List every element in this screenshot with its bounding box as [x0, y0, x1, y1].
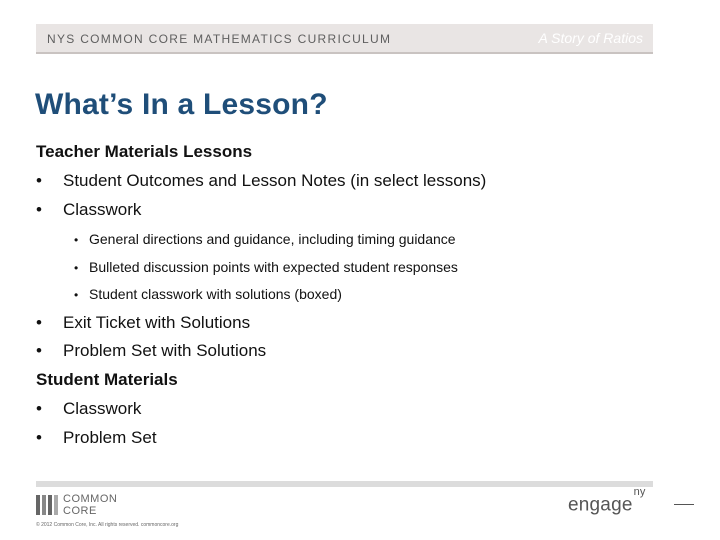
list-item-text: Problem Set: [63, 428, 157, 447]
footer-bar: [36, 481, 653, 487]
sub-list-item-text: Bulleted discussion points with expected student responses: [89, 259, 458, 275]
student-heading: Student Materials: [36, 370, 178, 389]
copyright-text: © 2012 Common Core, Inc. All rights reserved. commoncore.org: [36, 522, 179, 528]
common-core-logo-icon: [36, 495, 60, 515]
list-item-text: Exit Ticket with Solutions: [63, 313, 251, 332]
sub-list-item-text: Student classwork with solutions (boxed): [89, 286, 342, 302]
series-label: A Story of Ratios: [538, 30, 643, 46]
bullet-icon: •: [36, 399, 42, 418]
list-item: [36, 399, 141, 419]
bullet-icon: •: [74, 233, 79, 247]
sub-list-item: [74, 259, 458, 275]
sub-list-item: [74, 231, 456, 247]
footer-dash: [674, 504, 694, 505]
bullet-icon: •: [36, 428, 42, 447]
bullet-icon: •: [36, 171, 42, 190]
common-core-logo-text: COMMON CORE: [63, 493, 118, 517]
list-item: [36, 200, 141, 220]
bullet-icon: •: [36, 313, 42, 332]
bullet-icon: •: [74, 261, 79, 275]
list-item-text: Problem Set with Solutions: [63, 341, 267, 360]
list-item: [36, 171, 486, 191]
sub-list-item-text: General directions and guidance, including timing guidance: [89, 231, 456, 247]
bullet-icon: •: [36, 200, 42, 219]
bullet-icon: •: [36, 341, 42, 360]
bullet-icon: •: [74, 288, 79, 302]
list-item-text: Student Outcomes and Lesson Notes (in select lessons): [63, 171, 487, 190]
list-item: [36, 313, 250, 333]
list-item-text: Classwork: [63, 200, 142, 219]
list-item: [36, 341, 266, 361]
engageny-logo: engage$^{ny}$: [568, 486, 646, 516]
page-title: What’s In a Lesson?: [35, 88, 328, 121]
teacher-heading: Teacher Materials Lessons: [36, 142, 253, 161]
curriculum-label: NYS COMMON CORE MATHEMATICS CURRICULUM: [47, 32, 392, 46]
list-item: [36, 428, 157, 448]
header-bar: [36, 24, 653, 54]
sub-list-item: [74, 286, 342, 302]
list-item-text: Classwork: [63, 399, 142, 418]
